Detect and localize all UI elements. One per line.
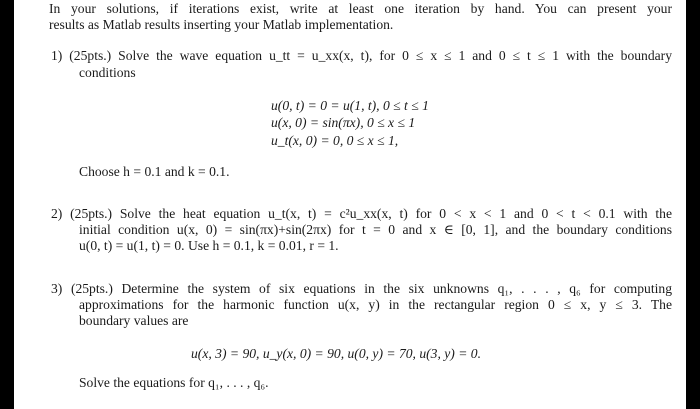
problem-1-boundary-eq-2: u(x, 0) = sin(πx), 0 ≤ x ≤ 1 (271, 115, 416, 130)
intro-line-1: In your solutions, if iterations exist, write at least one iteration by hand. You can present your (49, 1, 672, 16)
problem-3-boundary-eq: u(x, 3) = 90, u_y(x, 0) = 90, u(0, y) = 70, u(3, y) = 0. (191, 346, 481, 361)
problem-1-boundary-eq-3: u_t(x, 0) = 0, 0 ≤ x ≤ 1, (271, 133, 399, 148)
problem-1-line-2: conditions (79, 65, 136, 80)
problem-1-boundary-eq-1: u(0, t) = 0 = u(1, t), 0 ≤ t ≤ 1 (271, 98, 429, 113)
document-page (14, 0, 686, 409)
problem-2-line-3: u(0, t) = u(1, t) = 0. Use h = 0.1, k = 0.01, r = 1. (79, 238, 339, 253)
problem-1-line-1: 1) (25pts.) Solve the wave equation u_tt = u_xx(x, t), for 0 ≤ x ≤ 1 and 0 ≤ t ≤ 1 with the boundary (51, 48, 672, 63)
problem-1-closing: Choose h = 0.1 and k = 0.1. (79, 164, 230, 179)
problem-3-line-1: 3) (25pts.) Determine the system of six equations in the six unknowns q₁, . . . , q₆ for computing (51, 281, 672, 296)
intro-line-2: results as Matlab results inserting your Matlab implementation. (49, 17, 394, 32)
problem-2-line-1: 2) (25pts.) Solve the heat equation u_t(x, t) = c²u_xx(x, t) for 0 < x < 1 and 0 < t < 0.1 with the (51, 206, 672, 221)
problem-3-line-3: boundary values are (79, 313, 189, 328)
problem-2-line-2: initial condition u(x, 0) = sin(πx)+sin(2πx) for t = 0 and x ∈ [0, 1], and the boundary conditions (79, 222, 672, 237)
problem-3-closing: Solve the equations for q₁, . . . , q₆. (79, 375, 269, 390)
problem-3-line-2: approximations for the harmonic function u(x, y) in the rectangular region 0 ≤ x, y ≤ 3. The (79, 297, 672, 312)
